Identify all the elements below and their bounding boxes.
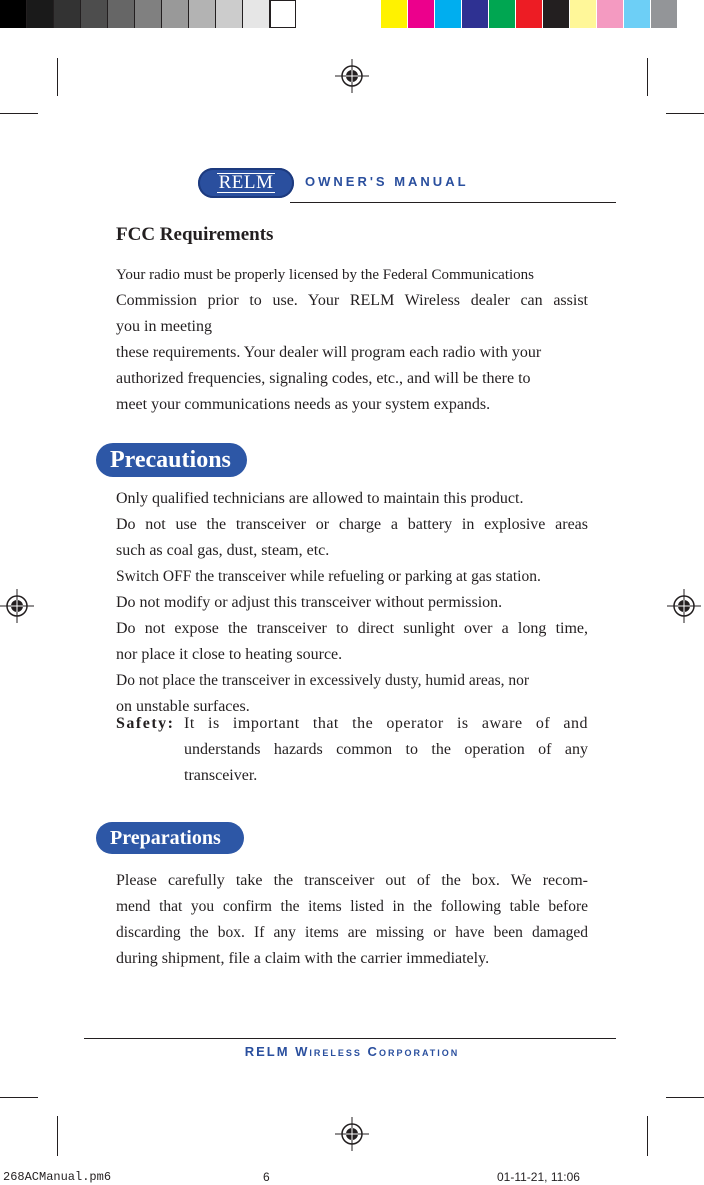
precaution-line: Switch OFF the transceiver while refueling or parking at gas station. [116, 568, 541, 585]
safety-line: It is important that the operator is aware of and [184, 715, 588, 732]
precautions-paragraph [116, 486, 588, 720]
fcc-line: Commission prior to use. Your RELM Wireless dealer can assist [116, 292, 588, 309]
gray-swatch [270, 0, 296, 28]
header-subtitle: OWNER'S MANUAL [305, 174, 469, 189]
fcc-line: you in meeting [116, 318, 212, 335]
color-swatch [543, 0, 569, 28]
fcc-paragraph [116, 262, 588, 418]
gray-swatch [189, 0, 215, 28]
fcc-line: meet your communications needs as your system expands. [116, 396, 491, 413]
color-swatch [381, 0, 407, 28]
registration-mark-icon [0, 589, 34, 623]
header-rule [290, 202, 616, 203]
relm-logo-text: RELM [218, 172, 274, 193]
color-calibration-bar [381, 0, 677, 28]
precaution-line: such as coal gas, dust, steam, etc. [116, 542, 330, 559]
footer-rule [84, 1038, 616, 1039]
preparation-line: mend that you confirm the items listed in the following table before [116, 898, 588, 915]
gray-swatch [27, 0, 53, 28]
preparations-paragraph [116, 868, 588, 972]
preparations-heading: Preparations [96, 822, 244, 854]
precaution-line: nor place it close to heating source. [116, 646, 343, 663]
safety-line: transceiver. [184, 767, 258, 784]
safety-note [116, 711, 588, 789]
grayscale-calibration-bar [0, 0, 296, 28]
preparation-line: Please carefully take the transceiver out of the box. We recom- [116, 872, 588, 889]
crop-mark [647, 58, 648, 96]
crop-mark [57, 58, 58, 96]
footer-company: RELM Wireless Corporation [244, 1044, 460, 1059]
gray-swatch [0, 0, 26, 28]
gray-swatch [243, 0, 269, 28]
precaution-line: Do not use the transceiver or charge a battery in explosive areas [116, 516, 588, 533]
preparation-line: discarding the box. If any items are missing or have been damaged [116, 924, 588, 941]
fcc-line: Your radio must be properly licensed by the Federal Communications [116, 267, 534, 283]
color-swatch [597, 0, 623, 28]
color-swatch [408, 0, 434, 28]
crop-mark [0, 1097, 38, 1098]
safety-line: understands hazards common to the operation of any [184, 741, 588, 758]
fcc-heading: FCC Requirements [116, 224, 274, 245]
safety-label: Safety: [116, 715, 175, 732]
precaution-line: on unstable surfaces. [116, 698, 250, 715]
color-swatch [462, 0, 488, 28]
color-swatch [489, 0, 515, 28]
precaution-line: Do not place the transceiver in excessively dusty, humid areas, nor [116, 672, 530, 689]
crop-mark [666, 113, 704, 114]
preparation-line: during shipment, file a claim with the carrier immediately. [116, 950, 490, 967]
precaution-line: Only qualified technicians are allowed to maintain this product. [116, 490, 524, 507]
color-swatch [435, 0, 461, 28]
gray-swatch [162, 0, 188, 28]
slug-page-number: 6 [263, 1170, 270, 1184]
crop-mark [666, 1097, 704, 1098]
crop-mark [57, 1116, 58, 1156]
color-swatch [651, 0, 677, 28]
gray-swatch [135, 0, 161, 28]
slug-timestamp: 01-11-21, 11:06 [497, 1170, 580, 1184]
fcc-line: these requirements. Your dealer will program each radio with your [116, 344, 542, 361]
slug-filename: 268ACManual.pm6 [3, 1170, 112, 1184]
relm-logo [198, 168, 294, 198]
color-swatch [570, 0, 596, 28]
registration-mark-icon [667, 589, 701, 623]
gray-swatch [81, 0, 107, 28]
registration-mark-icon [335, 59, 369, 93]
gray-swatch [216, 0, 242, 28]
precaution-line: Do not expose the transceiver to direct sunlight over a long time, [116, 620, 588, 637]
fcc-line: authorized frequencies, signaling codes, etc., and will be there to [116, 370, 531, 387]
gray-swatch [108, 0, 134, 28]
precaution-line: Do not modify or adjust this transceiver without permission. [116, 594, 503, 611]
crop-mark [0, 113, 38, 114]
safety-text [184, 711, 588, 789]
gray-swatch [54, 0, 80, 28]
crop-mark [647, 1116, 648, 1156]
precautions-heading: Precautions [96, 443, 247, 477]
color-swatch [624, 0, 650, 28]
registration-mark-icon [335, 1117, 369, 1151]
color-swatch [516, 0, 542, 28]
